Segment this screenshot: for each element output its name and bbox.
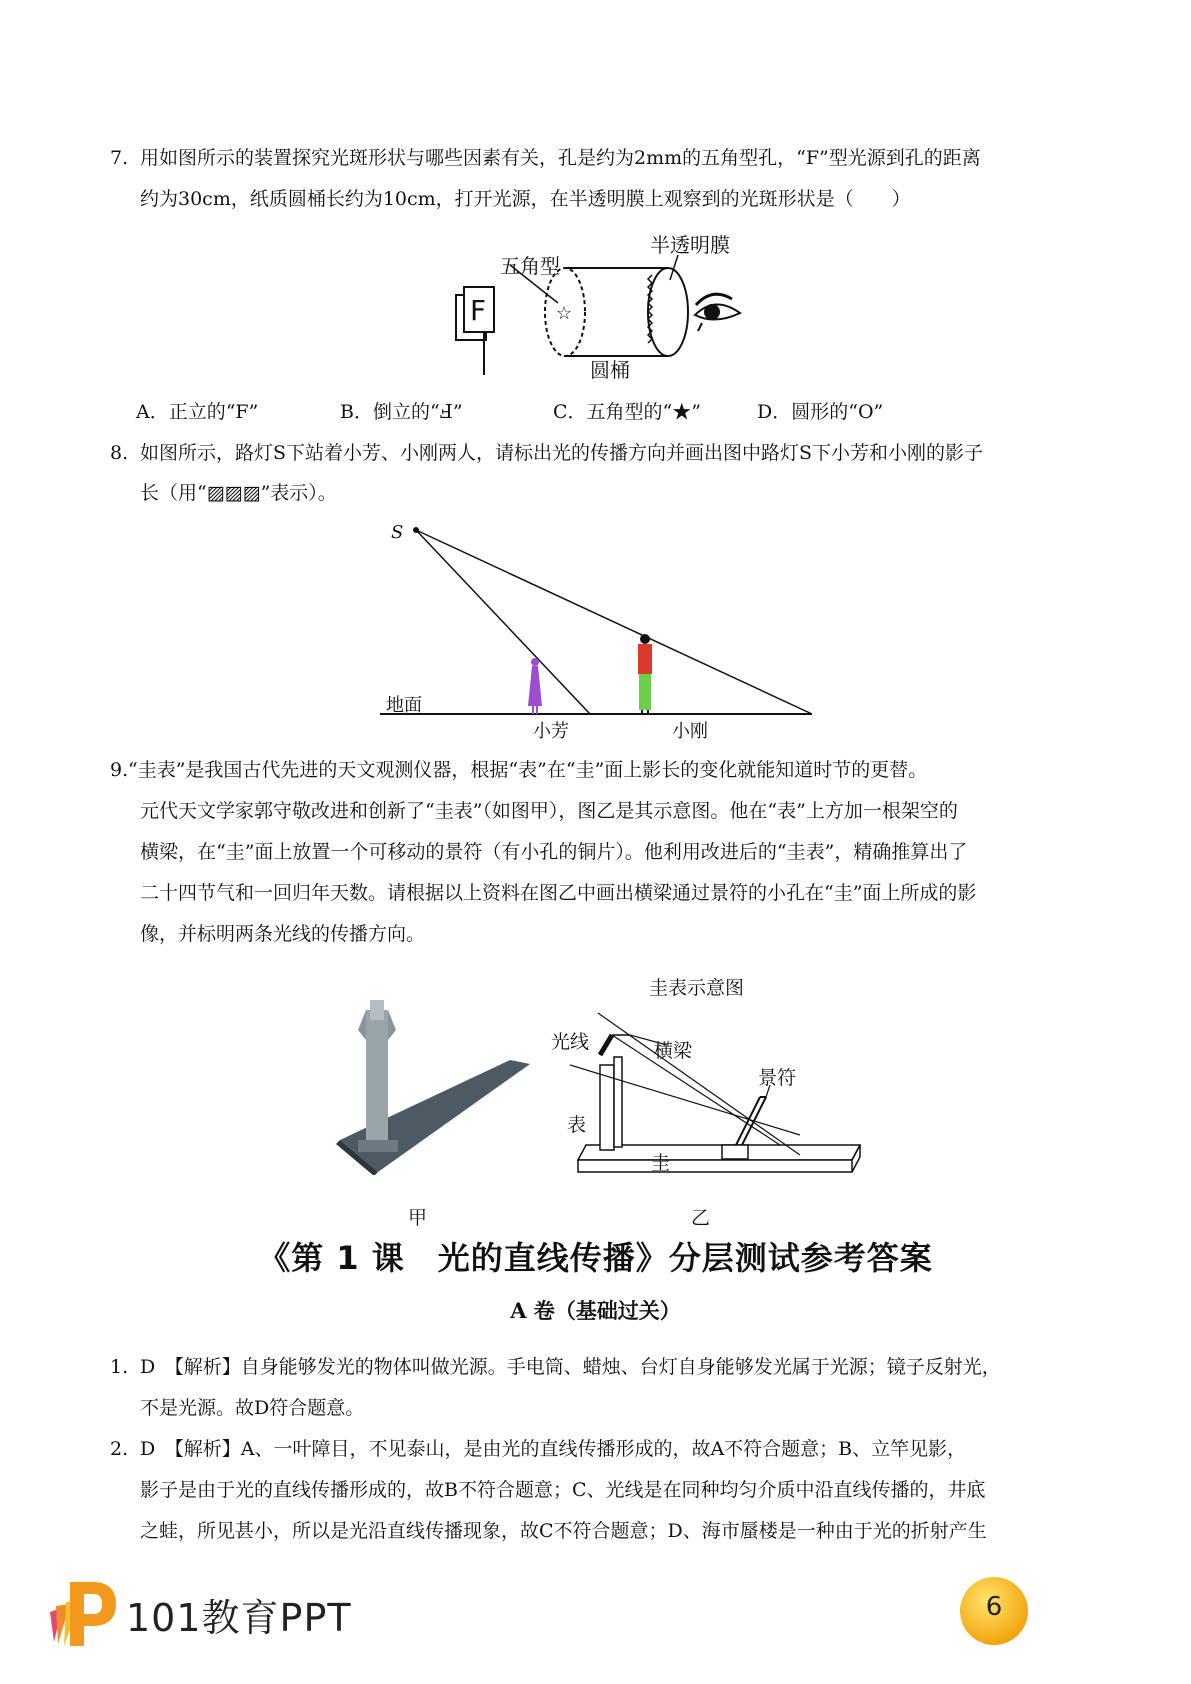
a1-number: 1.: [110, 1356, 129, 1378]
q7-number: 7.: [110, 147, 129, 169]
label-gui: 圭: [651, 1152, 671, 1174]
membrane-end: [648, 268, 688, 356]
label-beam: 横梁: [654, 1040, 693, 1062]
label-star-hole: 五角型: [500, 254, 560, 278]
q9-text-line5: 像，并标明两条光线的传播方向。: [140, 923, 426, 945]
xiaofang-figure: [528, 658, 542, 714]
label-diagram-title: 圭表示意图: [649, 977, 745, 999]
label-jingfu: 景符: [758, 1067, 797, 1089]
label-tube: 圆桶: [590, 358, 630, 382]
a1-text-line1: D 【解析】自身能够发光的物体叫做光源。手电筒、蜡烛、台灯自身能够发光属于光源；镜子反射光，: [140, 1356, 1001, 1378]
brand-logo-icon: [40, 1572, 120, 1652]
q9-text-line4: 二十四节气和一回归年天数。请根据以上资料在图乙中画出横梁通过景符的小孔在“圭”面上所成的影: [140, 882, 977, 904]
q9-text-line2: 元代天文学家郭守敬改进和创新了“圭表”（如图甲），图乙是其示意图。他在“表”上方加一根架空的: [140, 800, 958, 822]
q7-option-a: A．正立的“F”: [136, 401, 259, 423]
guibiao-diagram: [570, 1005, 870, 1185]
q8-text-line1: 如图所示，路灯S下站着小芳、小刚两人，请标出光的传播方向并画出图中路灯S下小芳和小刚的影子: [140, 442, 984, 464]
q7-text-line1: 用如图所示的装置探究光斑形状与哪些因素有关，孔是约为2mm的五角型孔，“F”型光源到孔的距离: [140, 147, 981, 169]
q9-text-line1: “圭表”是我国古代先进的天文观测仪器，根据“表”在“圭”面上影长的变化就能知道时节的更替。: [128, 759, 928, 781]
q8-text-line2: 长（用“▨▨▨”表示）。: [140, 482, 337, 504]
q7-option-c: C．五角型的“★”: [553, 401, 701, 423]
page-number: 6: [985, 1592, 1003, 1622]
q8-figure: [380, 520, 820, 740]
answers-section: A 卷（基础过关）: [510, 1298, 681, 1323]
eye-icon: [695, 294, 740, 331]
label-ground: 地面: [386, 695, 422, 716]
q7-option-b: B．倒立的“Ⅎ”: [340, 401, 463, 423]
q7-option-d: D．圆形的“O”: [757, 401, 884, 423]
label-xiaogang: 小刚: [672, 721, 708, 742]
answers-title: 《第 1 课 光的直线传播》分层测试参考答案: [258, 1239, 933, 1277]
guibiao-photo: [330, 1000, 530, 1175]
q7-text-line2: 约为30cm，纸质圆桶长约为10cm，打开光源，在半透明膜上观察到的光斑形状是（ ）: [140, 188, 911, 210]
caption-yi: 乙: [691, 1207, 711, 1229]
label-light-ray: 光线: [551, 1031, 590, 1053]
f-source-letter: F: [470, 294, 487, 327]
a2-number: 2.: [110, 1438, 129, 1460]
label-lamp-s: S: [391, 522, 404, 543]
q9-text-line3: 横梁，在“圭”面上放置一个可移动的景符（有小孔的铜片）。他利用改进后的“圭表”，精确推算出了: [140, 841, 968, 863]
label-xiaofang: 小芳: [533, 721, 569, 742]
a2-text-line1: D 【解析】A、一叶障目，不见泰山，是由光的直线传播形成的，故A不符合题意；B、立竿见影，: [140, 1438, 967, 1460]
caption-jia: 甲: [408, 1207, 428, 1229]
label-membrane: 半透明膜: [650, 233, 730, 257]
a1-text-line2: 不是光源。故D符合题意。: [140, 1397, 365, 1419]
a2-text-line2: 影子是由于光的直线传播形成的，故B不符合题意；C、光线是在同种均匀介质中沿直线传播的，井底: [140, 1479, 986, 1501]
label-biao: 表: [567, 1114, 587, 1136]
xiaogang-figure: [638, 634, 652, 714]
a2-text-line3: 之蛙，所见甚小，所以是光沿直线传播现象，故C不符合题意；D、海市蜃楼是一种由于光的折射产生: [140, 1520, 987, 1542]
star-hole-icon: ☆: [556, 303, 573, 324]
q8-number: 8.: [110, 442, 129, 464]
footer-brand: 101教育PPT: [126, 1596, 352, 1640]
q9-number: 9.: [110, 759, 129, 781]
